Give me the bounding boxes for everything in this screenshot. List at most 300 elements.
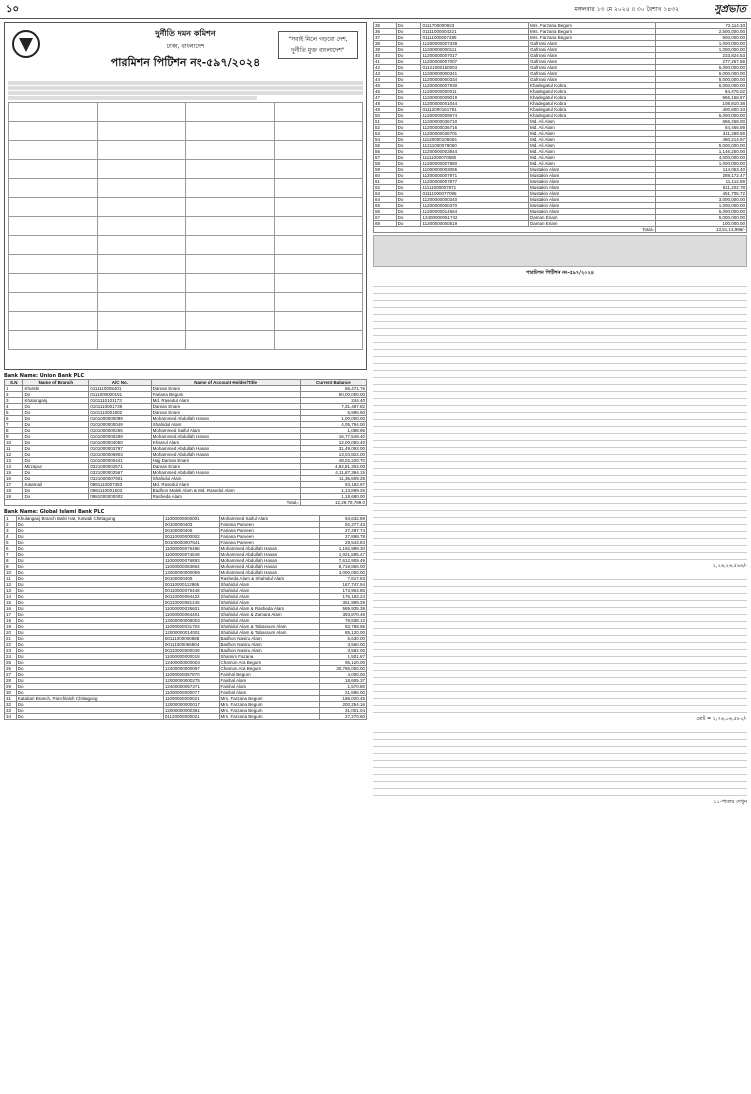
table-cell: Katabari Branch, Panchlaish Chittagong — [16, 696, 163, 702]
table-cell: Do — [23, 476, 89, 482]
table-cell: 34 — [5, 714, 17, 720]
table-cell: Shamim Fazana — [219, 654, 320, 660]
table-cell: 233,824.53 — [656, 53, 747, 59]
table-cell: 0321000002567 — [89, 470, 151, 476]
table-cell: Shahidul Alam & Tabassum Alam — [219, 630, 320, 636]
table-cell: 35 — [374, 23, 397, 29]
table-cell: 11111000007871 — [421, 185, 529, 191]
table-cell: Do — [16, 666, 163, 672]
table-cell: 17 — [5, 612, 17, 618]
table-cell: 27,898.78 — [320, 534, 367, 540]
table-cell: 5,000,000.00 — [656, 65, 747, 71]
table-cell: 61 — [374, 179, 397, 185]
table-cell: 8,718,856.00 — [320, 564, 367, 570]
table-cell: 11200000009019 — [421, 95, 529, 101]
table-row — [9, 198, 363, 217]
table-cell — [9, 293, 98, 312]
table-cell — [186, 312, 275, 331]
table-cell: Do — [396, 185, 421, 191]
table-cell: 84,476.02 — [656, 89, 747, 95]
section-heading: পারমিশন পিটিশন নং-৫৯৭/২০২৪ — [526, 270, 594, 276]
table-cell: Faishal Alam — [219, 690, 320, 696]
table-cell: 21,695.00 — [320, 690, 367, 696]
table-cell: 16 — [5, 606, 17, 612]
table-cell: 0101110101173 — [89, 398, 151, 404]
dense-text-block — [373, 281, 747, 560]
table-cell: Do — [16, 540, 163, 546]
table-cell: 23 — [5, 648, 17, 654]
table-cell: Mohammed Saiful Alam — [219, 516, 320, 522]
subtotal-value: ২,২৬,২৬,৫৯৬/- — [712, 563, 747, 569]
table-cell: 2,500,000.00 — [656, 29, 747, 35]
table-cell: Mohammed Abdullah Hasan — [151, 452, 300, 458]
table-cell: 44 — [374, 77, 397, 83]
table-cell: Mrs. Farzana Begum — [219, 714, 320, 720]
table-cell: Hajj Daman Enam — [151, 458, 300, 464]
table-cell: Do — [396, 23, 421, 29]
table-cell: Do — [23, 488, 89, 494]
table-cell: 18,605.37 — [320, 678, 367, 684]
table-cell: Do — [16, 552, 163, 558]
table-cell — [186, 255, 275, 274]
table-cell: 66,471.76 — [300, 386, 366, 392]
table-row — [9, 103, 363, 122]
table-cell: 400,800.33 — [656, 107, 747, 113]
table-cell: 50,00,000.00 — [300, 392, 366, 398]
table-cell — [97, 141, 186, 160]
table-cell: 7,617.53 — [320, 576, 367, 582]
dense-text-block-3 — [373, 727, 747, 796]
table-cell: Shahidul Alam — [219, 600, 320, 606]
table-cell: Mrs. Farzana Begum — [219, 702, 320, 708]
table-cell: Do — [16, 630, 163, 636]
table-cell: 63 — [374, 191, 397, 197]
table-cell: 00110000000002 — [163, 534, 219, 540]
table-cell: Badhon Malek Alam & Md. Rasedul Alam — [151, 488, 300, 494]
table-cell: 12000000000059 — [163, 570, 219, 576]
table-cell: 311,289.56 — [656, 131, 747, 137]
table-cell — [186, 160, 275, 179]
table-cell: 4,000.00 — [320, 672, 367, 678]
table-cell: Do — [16, 672, 163, 678]
table-cell: 5,995.90 — [300, 410, 366, 416]
table-row — [9, 179, 363, 198]
table-cell: Do — [396, 215, 421, 221]
table-cell: 29 — [5, 684, 17, 690]
table-cell: Md. Ali Alam — [529, 131, 656, 137]
table-cell: 4,84,81,304.00 — [300, 464, 366, 470]
table-cell: Shahidul Alam & Zamara Alam — [219, 612, 320, 618]
table-cell: Do — [16, 702, 163, 708]
table-cell: 19 — [5, 494, 23, 500]
table-cell: Do — [23, 434, 89, 440]
table-row — [9, 217, 363, 236]
table-cell: 11000000076488 — [163, 546, 219, 552]
table-cell: 11200000000334 — [421, 77, 529, 83]
table-cell: 5,000,000.00 — [656, 83, 747, 89]
table-cell — [274, 160, 363, 179]
table-cell: 32 — [5, 702, 17, 708]
table-cell: 0981110007353 — [89, 482, 151, 488]
table-cell: Khulanganj Branch Baliri Hat, Kotwali Chittagong — [16, 516, 163, 522]
table-cell: 27,270.60 — [320, 714, 367, 720]
table-cell: 1,501.67 — [320, 654, 367, 660]
table-cell: 62 — [374, 185, 397, 191]
table-cell: Do — [23, 458, 89, 464]
table-cell: Do — [396, 59, 421, 65]
table-total-row — [374, 227, 747, 233]
table-cell: 22 — [5, 642, 17, 648]
table-cell: 95,120.00 — [320, 660, 367, 666]
table-cell: 11000000031703 — [163, 624, 219, 630]
table-cell: 11111000070580 — [421, 155, 529, 161]
table-cell: 3,000,000.00 — [320, 570, 367, 576]
table-cell: Mustakin Alam — [529, 197, 656, 203]
table-cell: 83,788.96 — [320, 624, 367, 630]
table-cell: 1,000,000.00 — [656, 47, 747, 53]
table-cell: 00100000406 — [163, 528, 219, 534]
table-cell: 64 — [374, 197, 397, 203]
table-cell: Gafrrasi Alam — [529, 41, 656, 47]
table-cell: 186,020.45 — [320, 696, 367, 702]
global-bank-table-cont — [373, 22, 747, 233]
table-cell: 36 — [374, 29, 397, 35]
table-cell: Do — [396, 95, 421, 101]
table-cell: 12 — [5, 452, 23, 458]
table-cell: Gafrrasi Alam — [529, 53, 656, 59]
column-header: Name of Branch — [23, 380, 89, 386]
table-cell: 40 — [374, 53, 397, 59]
table-cell: 12 — [5, 582, 17, 588]
table-cell: Mustakin Alam — [529, 167, 656, 173]
table-cell: Do — [16, 528, 163, 534]
table-cell: 54 — [374, 137, 397, 143]
table-cell: Daman Enam — [529, 215, 656, 221]
dense-text-block-2 — [373, 574, 747, 713]
slogan-box: "সবাই মিলে গড়বো দেশ, দুর্নীতি মুক্ত বাংলাদেশ" — [278, 31, 358, 59]
table-cell: 3 — [5, 398, 23, 404]
table-cell: Fariana Parveen — [219, 540, 320, 546]
table-cell: 13,04,822.00 — [300, 452, 366, 458]
table-cell: 1,00,000.00 — [300, 416, 366, 422]
table-cell: 31 — [5, 696, 17, 702]
table-cell — [186, 217, 275, 236]
table-cell: 00111000000888 — [163, 636, 219, 642]
table-cell: Md. Ali Alam — [529, 125, 656, 131]
table-cell: 00110000000049 — [163, 648, 219, 654]
table-cell: Fariana Begum — [151, 392, 300, 398]
table-cell: 11200000014564 — [421, 209, 529, 215]
table-cell — [97, 217, 186, 236]
table-cell — [186, 179, 275, 198]
table-cell: 7,31,487.82 — [300, 404, 366, 410]
table-cell: Mrs. Farzana Begum — [219, 696, 320, 702]
table-cell: Do — [16, 582, 163, 588]
table-cell: 8 — [5, 428, 23, 434]
table-cell: 48 — [374, 101, 397, 107]
table-cell: 01112000161761 — [421, 107, 529, 113]
table-cell: 11000000057870 — [163, 672, 219, 678]
table-cell: Do — [23, 494, 89, 500]
table-cell: Mustakin Alam — [529, 203, 656, 209]
table-cell: 0101000000265 — [89, 428, 151, 434]
table-cell: 14 — [5, 594, 17, 600]
table-cell: 1 — [5, 516, 17, 522]
table-cell: 00100000007641 — [163, 540, 219, 546]
table-cell: 0101000000289 — [89, 434, 151, 440]
table-cell: Do — [396, 107, 421, 113]
table-cell: 66 — [374, 209, 397, 215]
table-cell: Rasheda Alam & Shahidul Alam — [219, 576, 320, 582]
table-cell: Do — [396, 149, 421, 155]
table-cell: 93,632.89 — [320, 516, 367, 522]
table-cell: Faishal Alam — [219, 684, 320, 690]
table-cell: 5,000,000.00 — [656, 215, 747, 221]
table-cell: 11200000000370 — [421, 203, 529, 209]
table-cell: 0321000007901 — [89, 476, 151, 482]
table-cell: Mohammed Abdullah Hasan — [151, 434, 300, 440]
table-row — [9, 331, 363, 350]
table-cell: Shahidul Alam — [219, 588, 320, 594]
table-cell: Do — [16, 588, 163, 594]
table-cell — [97, 198, 186, 217]
table-cell: Do — [16, 684, 163, 690]
table-cell: 595,935.39 — [320, 606, 367, 612]
table-cell: Do — [16, 570, 163, 576]
table-cell: 500,000.00 — [656, 35, 747, 41]
table-cell: 4,05,794.00 — [300, 422, 366, 428]
table-cell: 10 — [5, 440, 23, 446]
table-cell: Do — [396, 155, 421, 161]
table-cell: Mustakin Alam — [529, 179, 656, 185]
table-cell — [97, 160, 186, 179]
table-cell: Do — [396, 41, 421, 47]
table-cell: Khadegatul Kobra — [529, 83, 656, 89]
page-number: ১০ — [6, 4, 19, 15]
table-cell: Khadegatul Kobra — [529, 101, 656, 107]
table-cell: Khasrul Alam — [151, 440, 300, 446]
table-cell: Do — [396, 191, 421, 197]
table-cell: 01121000150004 — [421, 65, 529, 71]
table-cell: 0101000003797 — [89, 446, 151, 452]
table-cell: 4 — [5, 534, 17, 540]
table-cell: Khadegatul Kobra — [529, 107, 656, 113]
table-cell: 11000000074549 — [163, 552, 219, 558]
table-cell: Mrs. Farzana Begum — [219, 708, 320, 714]
table-cell: Khadegatul Kobra — [529, 95, 656, 101]
table-cell: 00111000065804 — [163, 642, 219, 648]
table-cell: Mrs. Farzana Begum — [529, 29, 656, 35]
table-cell: 30 — [5, 690, 17, 696]
global-bank-table — [4, 515, 367, 720]
table-cell: Do — [16, 534, 163, 540]
column-header: S.N — [5, 380, 23, 386]
table-cell — [9, 274, 98, 293]
table-cell — [186, 274, 275, 293]
table-cell: 01120000000021 — [163, 714, 219, 720]
table-cell: Do — [396, 167, 421, 173]
shaded-paragraph-block — [373, 235, 747, 267]
table-cell: Do — [16, 648, 163, 654]
table-cell: Do — [23, 422, 89, 428]
continued-note: ১১-পাতায় দেখুন — [713, 799, 747, 805]
table-cell: 14 — [5, 464, 23, 470]
table-cell: Khulshi — [23, 386, 89, 392]
table-cell: 13 — [5, 458, 23, 464]
table-cell: Do — [16, 714, 163, 720]
table-cell: 11000000000021 — [163, 696, 219, 702]
table-cell — [9, 236, 98, 255]
table-cell: 11200000000519 — [421, 221, 529, 227]
table-cell: Do — [396, 131, 421, 137]
table-cell: Do — [16, 690, 163, 696]
table-cell: Do — [396, 35, 421, 41]
table-cell: 11200000007007 — [421, 59, 529, 65]
table-cell: 85,120.00 — [320, 630, 367, 636]
table-cell: 11200000000341 — [421, 71, 529, 77]
table-cell: 50 — [374, 113, 397, 119]
grand-total-value: ২,৭৬,০৬,৫৮০/- — [712, 716, 747, 722]
table-cell — [97, 236, 186, 255]
table-cell — [274, 141, 363, 160]
table-cell: 28,543.84 — [320, 540, 367, 546]
table-row — [9, 312, 363, 331]
table-cell: Do — [396, 65, 421, 71]
table-cell: 51 — [374, 119, 397, 125]
table-cell: 1 — [5, 386, 23, 392]
table-cell: 68 — [374, 221, 397, 227]
acc-notice — [4, 22, 367, 370]
table-cell: 5,000,000.00 — [656, 209, 747, 215]
table-cell: 28 — [5, 678, 17, 684]
newspaper-brand: সুপ্রভাত — [714, 4, 746, 15]
table-cell: 01111000004221 — [421, 29, 529, 35]
table-cell: 39 — [374, 47, 397, 53]
table-cell: 11211000078060 — [421, 143, 529, 149]
table-cell: Do — [16, 576, 163, 582]
table-cell: Do — [16, 654, 163, 660]
table-cell: Do — [396, 179, 421, 185]
table-cell — [186, 331, 275, 350]
table-cell: Do — [23, 392, 89, 398]
table-cell: Md. Ali Alam — [529, 155, 656, 161]
table-cell: 811,202.78 — [656, 185, 747, 191]
table-cell: 5,000,000.00 — [656, 113, 747, 119]
table-cell: 31,49,093.00 — [300, 446, 366, 452]
table-cell: 53 — [374, 131, 397, 137]
table-cell: 67 — [374, 215, 397, 221]
table-cell: 21 — [5, 636, 17, 642]
table-cell: 100,000.00 — [656, 221, 747, 227]
table-cell: 37 — [374, 35, 397, 41]
attachment-schedule-table — [8, 102, 363, 350]
table-cell: Do — [16, 678, 163, 684]
table-cell: Daman Enam — [151, 386, 300, 392]
table-cell: 11200000036701 — [421, 131, 529, 137]
table-cell: 11200000007930 — [421, 83, 529, 89]
table-cell: Do — [16, 558, 163, 564]
table-cell: 00100000403 — [163, 522, 219, 528]
table-cell — [97, 312, 186, 331]
table-cell: 48,02,220.70 — [300, 458, 366, 464]
table-cell: Gafrrasi Alam — [529, 65, 656, 71]
table-cell: Do — [23, 446, 89, 452]
table-cell: Do — [396, 101, 421, 107]
table-cell — [9, 217, 98, 236]
table-total-row — [5, 500, 367, 506]
table-cell — [274, 236, 363, 255]
table-cell: Fariana Parveen — [219, 528, 320, 534]
table-cell: 11000000000018 — [163, 654, 219, 660]
table-cell: 11000000035601 — [163, 606, 219, 612]
table-cell: Do — [16, 660, 163, 666]
table-cell: 108,810.38 — [656, 101, 747, 107]
table-cell: 12000000006002 — [163, 618, 219, 624]
table-cell: 11200000036710 — [421, 119, 529, 125]
table-cell: 17 — [5, 482, 23, 488]
table-cell: Do — [396, 143, 421, 149]
table-cell: Badhon Nasiru Alam — [219, 648, 320, 654]
table-cell: 11000000003055 — [421, 167, 529, 173]
page-header — [0, 0, 751, 19]
table-cell: Do — [16, 546, 163, 552]
grand-total-label: মোট = — [696, 716, 712, 722]
table-cell: 16,77,549.40 — [300, 434, 366, 440]
table-cell — [97, 103, 186, 122]
table-cell: Do — [396, 173, 421, 179]
table-cell: 12400000051742 — [421, 215, 529, 221]
table-cell: Faishal Begum — [219, 672, 320, 678]
left-column — [4, 22, 367, 1090]
table-cell: 49 — [374, 107, 397, 113]
table-cell: 173,904.85 — [320, 588, 367, 594]
table-cell: 41 — [374, 59, 397, 65]
table-cell — [97, 293, 186, 312]
table-cell: 5,000,000.00 — [656, 143, 747, 149]
table-cell: 84,465.89 — [656, 125, 747, 131]
table-cell: 65 — [374, 203, 397, 209]
table-cell: Rasheda Alam — [151, 494, 300, 500]
table-cell: 4,000,000.00 — [656, 155, 747, 161]
table-cell: Do — [396, 203, 421, 209]
table-cell: 244.40 — [300, 398, 366, 404]
table-cell: 00110000081445 — [163, 600, 219, 606]
table-cell: Shahidul Alam — [219, 594, 320, 600]
table-cell — [186, 236, 275, 255]
table-cell: Do — [23, 410, 89, 416]
table-cell: 451,705.72 — [656, 191, 747, 197]
table-cell: Shahidul Alam — [219, 582, 320, 588]
table-cell: Do — [396, 89, 421, 95]
table-cell: 0101110001739 — [89, 404, 151, 410]
table-cell: 12400000000097 — [163, 666, 219, 672]
table-cell: Do — [396, 221, 421, 227]
table-cell: 656,258.00 — [656, 119, 747, 125]
table-cell: 0101000004050 — [89, 440, 151, 446]
table-cell: Do — [16, 594, 163, 600]
table-cell: 114,053.40 — [656, 167, 747, 173]
table-cell: 15 — [5, 600, 17, 606]
table-cell — [9, 179, 98, 198]
table-cell: Badhon Nasiru Alam — [219, 642, 320, 648]
table-cell: Do — [16, 636, 163, 642]
table-cell: 12400000057371 — [163, 684, 219, 690]
table-cell — [274, 312, 363, 331]
grand-total — [373, 716, 747, 724]
table-cell: Mohammed Abdullah Hasan — [219, 564, 320, 570]
table-cell: 47 — [374, 95, 397, 101]
table-cell: Do — [396, 83, 421, 89]
